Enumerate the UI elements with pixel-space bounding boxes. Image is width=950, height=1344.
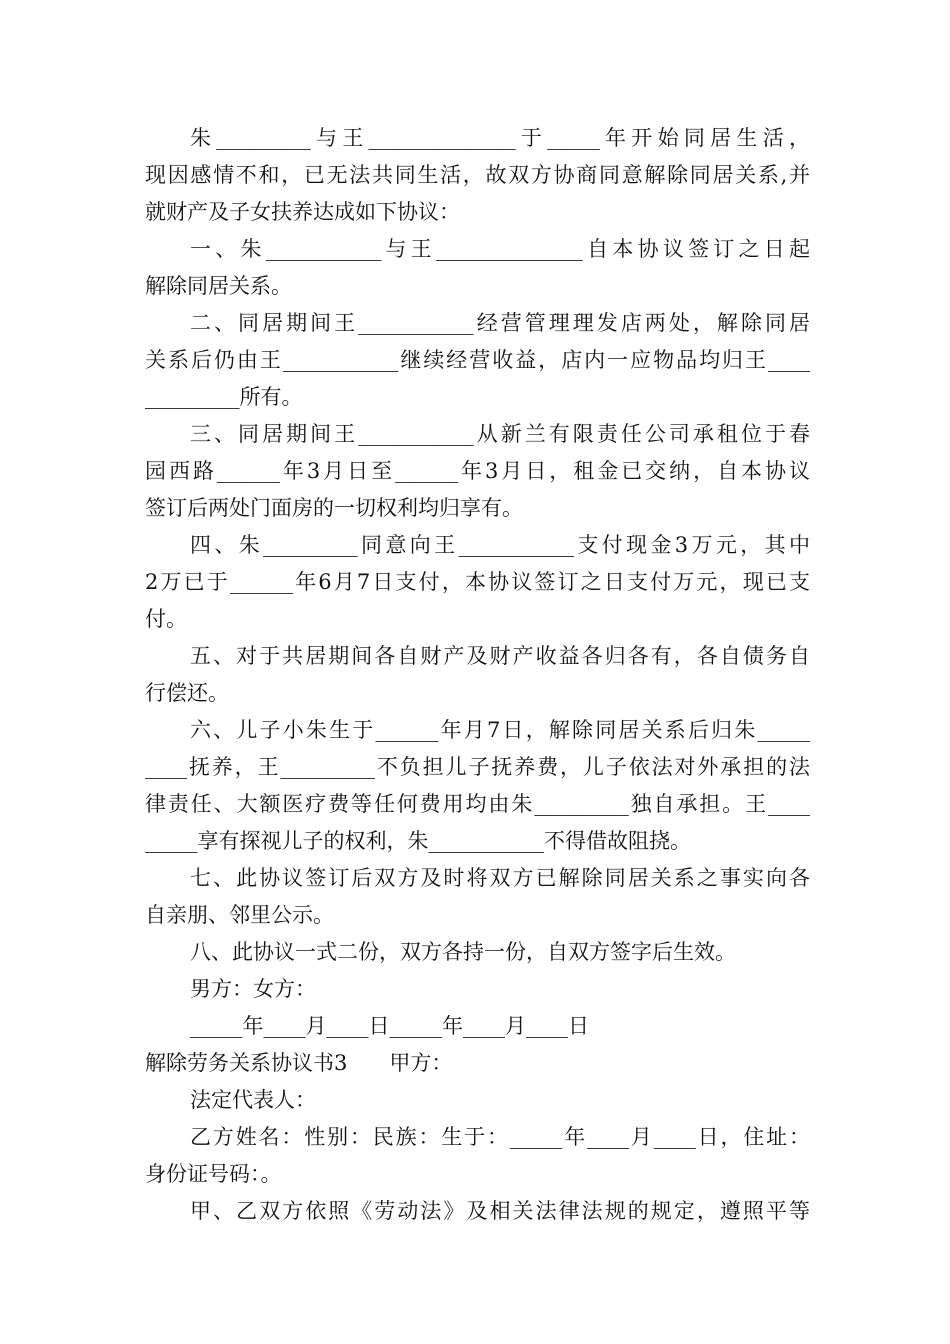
- clause-1-line-1: 一、朱___________与王______________自本协议签订之日起: [190, 237, 810, 261]
- clause-6-line-1: 六、儿子小朱生于______年月7日，解除同居关系后归朱_____: [190, 718, 810, 742]
- clause-6-line-3: 律责任、大额医疗费等任何费用均由朱_________独自承担。王____: [145, 792, 810, 816]
- clause-7-line-2: 自亲朋、邻里公示。: [145, 903, 334, 927]
- clause-5-line-1: 五、对于共居期间各自财产及财产收益各归各有，各自债务自: [190, 644, 810, 668]
- signature-parties: 男方：女方：: [190, 977, 316, 1001]
- clause-3-line-3: 签订后两处门面房的一切权利均归享有。: [145, 496, 523, 520]
- clause-7-line-1: 七、此协议签订后双方及时将双方已解除同居关系之事实向各: [190, 866, 810, 890]
- clause-2-line-2: 关系后仍由王___________继续经营收益，店内一应物品均归王____: [145, 348, 810, 372]
- party-b-info-line-2: 身份证号码：。: [145, 1162, 282, 1186]
- clause-3-line-1: 三、同居期间王___________从新兰有限责任公司承租位于春: [190, 422, 810, 446]
- paragraph-intro-line-3: 就财产及子女扶养达成如下协议：: [145, 200, 460, 224]
- signature-dates: _____年____月____日_____年____月____日: [190, 1014, 589, 1038]
- clause-4-line-3: 付。: [145, 607, 187, 631]
- clause-1-line-2: 解除同居关系。: [145, 274, 292, 298]
- clause-4-line-2: 2万已于______年6月7日支付，本协议签订之日支付万元，现已支: [145, 570, 810, 594]
- party-b-info-line-1: 乙方姓名：性别：民族：生于：_____年____月____日，住址：: [190, 1125, 810, 1149]
- clause-6-line-2: ____抚养，王_________不负担儿子抚养费，儿子依法对外承担的法: [145, 755, 810, 779]
- agreement-basis-line: 甲、乙双方依照《劳动法》及相关法律法规的规定，遵照平等: [190, 1199, 810, 1223]
- clause-2-line-1: 二、同居期间王___________经营管理理发店两处，解除同居: [190, 311, 810, 335]
- clause-4-line-1: 四、朱_________同意向王___________支付现金3万元，其中: [190, 533, 810, 557]
- clause-8-line-1: 八、此协议一式二份，双方各持一份，自双方签字后生效。: [190, 940, 736, 964]
- clause-6-line-4: _____享有探视儿子的权利，朱___________不得借故阻挠。: [145, 829, 691, 853]
- legal-representative: 法定代表人：: [190, 1088, 316, 1112]
- clause-3-line-2: 园西路______年3月日至______年3月日，租金已交纳，自本协议: [145, 459, 810, 483]
- paragraph-intro-line-2: 现因感情不和，已无法共同生活，故双方协商同意解除同居关系,并: [145, 163, 810, 187]
- second-agreement-title: 解除劳务关系协议书3 甲方：: [145, 1051, 453, 1075]
- clause-5-line-2: 行偿还。: [145, 681, 229, 705]
- paragraph-intro-line-1: 朱_________与王______________于_____年开始同居生活，: [190, 126, 810, 150]
- clause-2-line-3: _________所有。: [145, 385, 303, 409]
